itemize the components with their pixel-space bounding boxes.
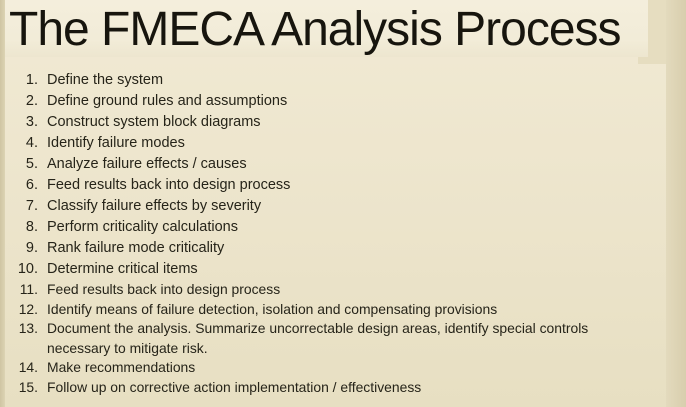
step-text: Define the system [47, 72, 164, 88]
step-text: Identify failure modes [47, 135, 185, 151]
list-item [16, 259, 646, 280]
list-item [16, 378, 646, 398]
list-item [16, 91, 646, 112]
list-item [16, 70, 646, 91]
step-text: Feed results back into design process [47, 281, 281, 297]
step-text: Rank failure mode criticality [47, 240, 225, 256]
process-steps-list [16, 70, 646, 398]
step-text: Perform criticality calculations [47, 219, 238, 235]
left-edge-shade [0, 0, 5, 407]
step-text: Determine critical items [47, 261, 198, 277]
step-number: 8. [25, 219, 38, 235]
step-number: 2. [25, 93, 38, 109]
list-item [16, 280, 646, 300]
list-item [16, 217, 646, 238]
step-text: Define ground rules and assumptions [47, 93, 288, 109]
list-item [16, 112, 646, 133]
step-text: Classify failure effects by severity [47, 198, 262, 214]
list-item [16, 133, 646, 154]
slide-title: The FMECA Analysis Process [9, 3, 621, 56]
step-number: 15. [18, 378, 38, 395]
list-item [16, 175, 646, 196]
step-number: 14. [18, 359, 38, 376]
step-number: 6. [25, 177, 38, 193]
step-number: 9. [25, 240, 38, 256]
list-item [16, 196, 646, 217]
step-number: 7. [25, 198, 38, 214]
step-text: Identify means of failure detection, isolation and compensating provisions [47, 300, 498, 317]
step-text: Feed results back into design process [47, 177, 291, 193]
step-text: Analyze failure effects / causes [47, 156, 247, 172]
step-number: 1. [25, 72, 38, 88]
step-text: Construct system block diagrams [47, 114, 261, 130]
list-item [16, 154, 646, 175]
step-text: Follow up on corrective action implementation / effectiveness [47, 378, 422, 395]
step-number: 11. [19, 281, 38, 297]
right-edge-shade [666, 0, 686, 407]
step-number: 4. [25, 135, 38, 151]
step-number: 10. [17, 261, 38, 277]
list-item [16, 238, 646, 259]
title-band [5, 0, 648, 57]
step-number: 5. [25, 156, 38, 172]
list-item [16, 358, 646, 378]
list-item [16, 300, 646, 320]
step-number: 13. [18, 320, 38, 337]
step-text: Make recommendations [47, 359, 196, 376]
step-number: 3. [25, 114, 38, 130]
step-number: 12. [18, 300, 38, 317]
list-item [16, 319, 646, 358]
step-text: Document the analysis. Summarize uncorrectable design areas, identify special controls necessary to mitigate risk. [47, 320, 589, 356]
